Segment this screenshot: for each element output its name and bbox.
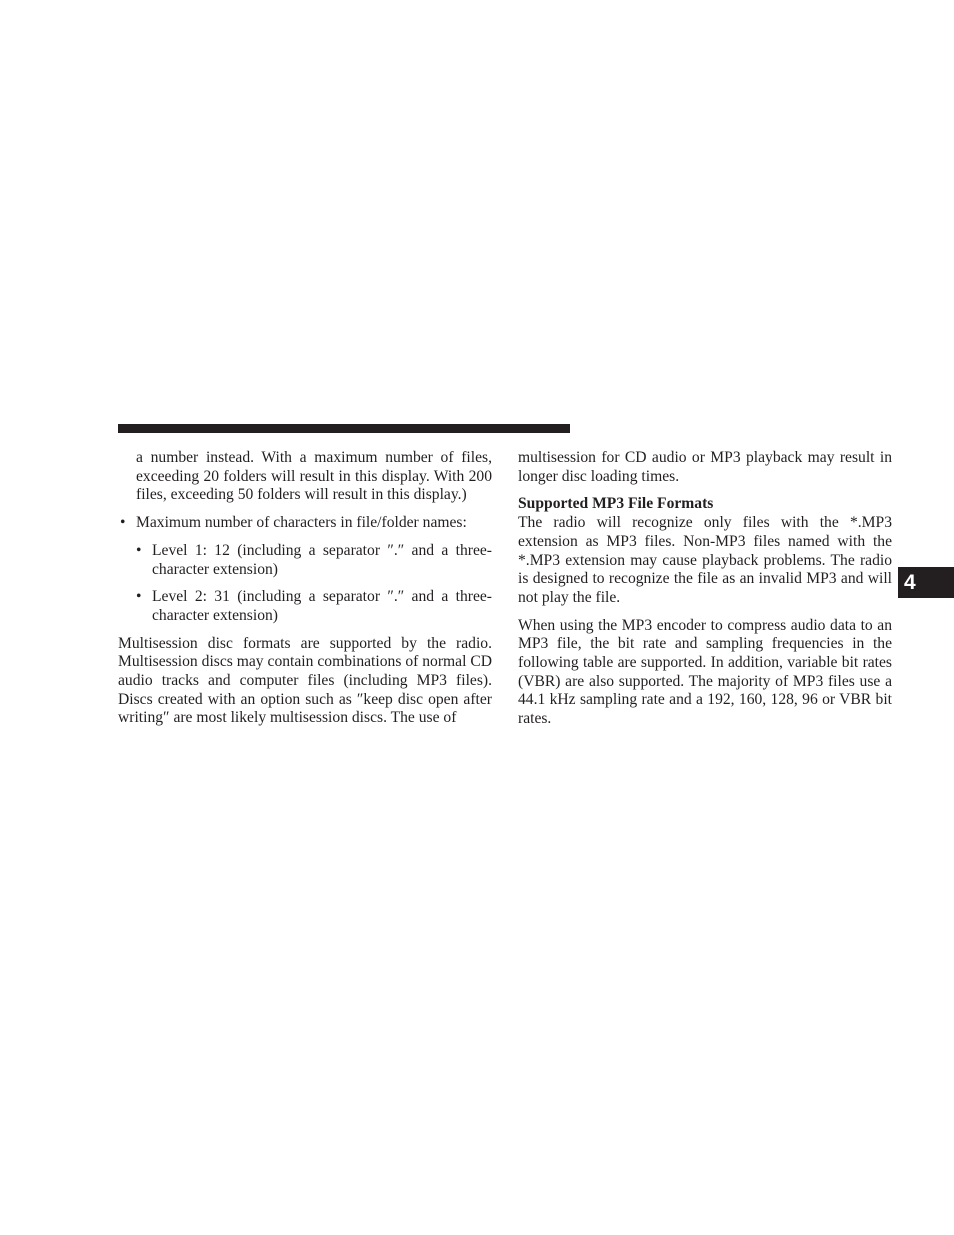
sub-list-item [118,542,492,579]
chapter-tab: 4 [898,567,954,598]
continuation-text: a number instead. With a maximum number of files, exceeding 20 folders will result in this display. With 200 files, exceeding 50 folders will result in this display.) [136,449,492,504]
sub-list-item-text: Level 2: 31 (including a separator ″.″ and a three-character extension) [152,588,492,624]
body-paragraph: The radio will recognize only files with the *.MP3 extension as MP3 files. Non-MP3 files named with the *.MP3 extension may cause playback problems. The radio is designed to recognize the file as an invalid MP3 and will not play the file. [518,514,892,606]
bullet-icon: • [120,514,126,532]
header-rule [118,424,570,433]
bullet-icon: • [136,588,142,606]
left-column [118,449,492,728]
sub-list-item-text: Level 1: 12 (including a separator ″.″ and a three-character extension) [152,541,492,578]
right-column [518,449,892,729]
section-heading: Supported MP3 File Formats [518,495,714,513]
continuation-text: multisession for CD audio or MP3 playback may result in longer disc loading times. [518,449,892,485]
list-item-text: Maximum number of characters in file/folder names: [136,514,467,532]
multisession-paragraph: Multisession disc formats are supported by the radio. Multisession discs may contain combinations of normal CD audio tracks and computer files (including MP3 files). Discs created with an option such as ″keep disc open after writing″ are most likely multisession discs. The use of [118,634,492,727]
bullet-icon: • [136,541,142,559]
body-paragraph: When using the MP3 encoder to compress audio data to an MP3 file, the bit rate and sampling frequencies in the following table are supported. In addition, variable bit rates (VBR) are also supported. The majority of MP3 files use a 44.1 kHz sampling rate and a 192, 160, 128, 96 or VBR bit rates. [518,616,892,728]
sub-list-item [118,588,492,625]
list-item [118,514,492,533]
